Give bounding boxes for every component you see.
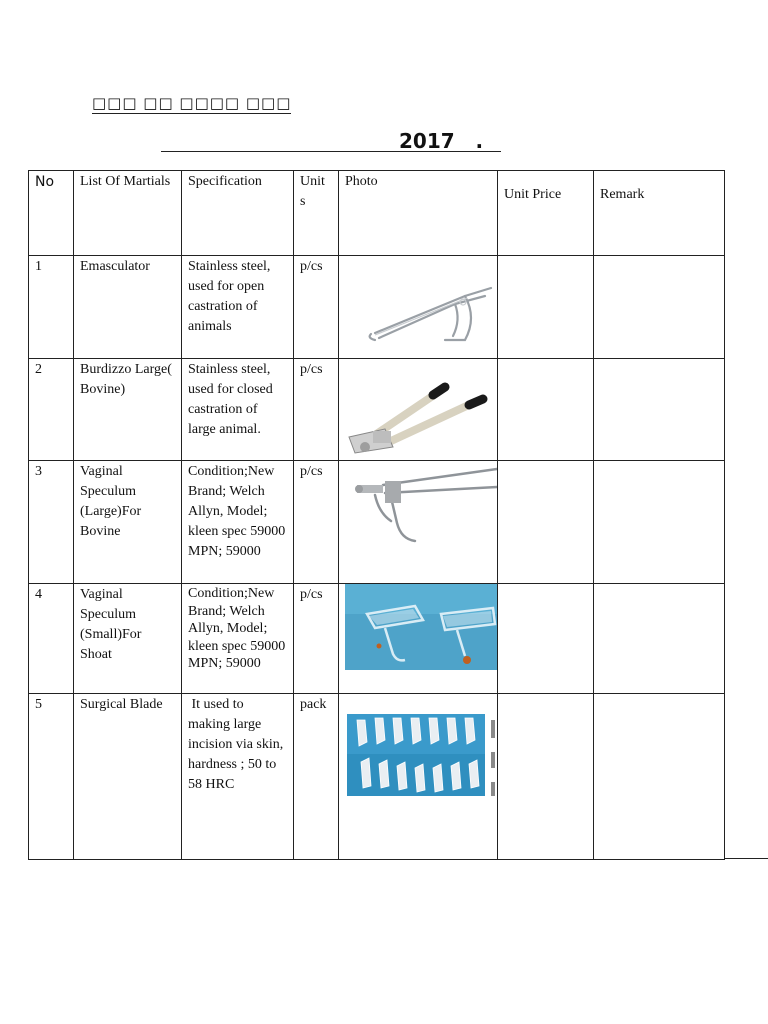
material-unit: p/cs [294,461,339,584]
material-name: Vaginal Speculum (Large)For Bovine [74,461,182,584]
photo-cell [339,359,498,461]
remark-cell [594,359,725,461]
emasculator-photo [345,278,497,348]
material-unit: p/cs [294,359,339,461]
remark-cell [594,256,725,359]
photo-cell [339,256,498,359]
speculum-large-photo [345,463,497,545]
row-number: 2 [29,359,74,461]
table-row [29,359,725,461]
table-row [29,584,725,694]
remark-cell [594,584,725,694]
surgical-blade-photo [345,712,497,798]
document-year: 2017 . [399,129,484,153]
unit-price-cell [498,359,594,461]
unit-price-cell [498,461,594,584]
row-number: 4 [29,584,74,694]
photo-cell [339,461,498,584]
material-unit: p/cs [294,256,339,359]
material-spec: It used to making large incision via skin, hardness ; 50 to 58 HRC [182,694,294,860]
row-number: 5 [29,694,74,860]
unit-price-cell [498,256,594,359]
remark-cell [594,461,725,584]
material-name: Vaginal Speculum (Small)For Shoat [74,584,182,694]
material-unit: p/cs [294,584,339,694]
header-materials: List Of Martials [74,171,182,256]
material-spec: Condition;New Brand; Welch Allyn, Model; kleen spec 59000 MPN; 59000 [182,461,294,584]
materials-table [28,170,725,860]
header-remark: Remark [594,171,725,256]
material-name: Surgical Blade [74,694,182,860]
table-row [29,694,725,860]
row-number: 1 [29,256,74,359]
material-spec: Condition;New Brand; Welch Allyn, Model; kleen spec 59000 MPN; 59000 [182,584,294,694]
speculum-small-photo [345,584,497,670]
table-row [29,256,725,359]
header-unit-price: Unit Price [498,171,594,256]
burdizzo-photo [345,373,497,459]
material-name: Emasculator [74,256,182,359]
photo-cell [339,694,498,860]
row-number: 3 [29,461,74,584]
table-row [29,461,725,584]
header-specification: Specification [182,171,294,256]
table-header-row [29,171,725,256]
material-spec: Stainless steel, used for closed castration of large animal. [182,359,294,461]
material-spec: Stainless steel, used for open castration of animals [182,256,294,359]
unit-price-cell [498,584,594,694]
table-extension-line [724,858,768,859]
photo-cell [339,584,498,694]
remark-cell [594,694,725,860]
material-name: Burdizzo Large( Bovine) [74,359,182,461]
header-photo: Photo [339,171,498,256]
header-units: Unit s [294,171,339,256]
header-no: No [29,171,74,256]
unit-price-cell [498,694,594,860]
document-heading: □□□ □□ □□□□ □□□ [92,94,292,112]
material-unit: pack [294,694,339,860]
